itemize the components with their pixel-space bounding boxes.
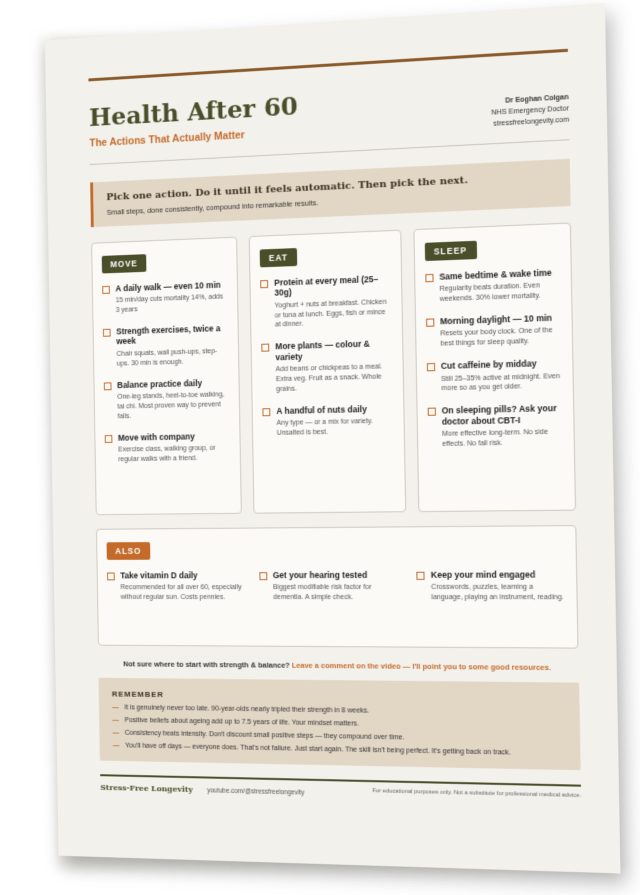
checklist-item bbox=[263, 403, 394, 439]
item-desc: Recommended for all over 60, especially without regular sun. Costs pennies. bbox=[120, 584, 242, 601]
checkbox-icon[interactable] bbox=[425, 273, 433, 281]
checkbox-icon[interactable] bbox=[259, 572, 267, 580]
remember-text: It is genuinely never too late. 90-year-olds nearly tripled their strength in 8 weeks. bbox=[124, 703, 370, 715]
item-title: Balance practice daily bbox=[117, 377, 203, 390]
item-desc: Biggest modifiable risk factor for dementia. A simple check. bbox=[272, 584, 372, 602]
author-role: NHS Emergency Doctor bbox=[491, 105, 569, 117]
sleep-card bbox=[413, 222, 576, 512]
checklist-item bbox=[259, 569, 403, 603]
item-desc: Chair squats, wall push-ups, step-ups. 30 min is enough. bbox=[116, 348, 218, 368]
remember-text: Consistency beats intensity. Don't discount small positive steps — they compound over time. bbox=[124, 729, 405, 741]
checklist-item bbox=[262, 338, 393, 395]
eat-card bbox=[249, 229, 406, 513]
remember-line bbox=[113, 742, 566, 757]
item-desc: Regularity beats duration. Even weekends. 30% lower mortality. bbox=[439, 282, 541, 304]
also-items bbox=[107, 558, 566, 603]
dash-icon: — bbox=[112, 729, 120, 737]
item-desc: Add beans or chickpeas to a meal. Extra veg. Fruit as a snack. Whole grains. bbox=[275, 363, 383, 394]
action-columns bbox=[91, 222, 576, 515]
cta-lead: Not sure where to start with strength & balance? bbox=[123, 658, 290, 670]
author-block bbox=[491, 93, 569, 131]
page-subtitle: The Actions That Actually Matter bbox=[89, 128, 245, 149]
checkbox-icon[interactable] bbox=[103, 328, 111, 336]
checkbox-icon[interactable] bbox=[102, 285, 110, 293]
checklist-item bbox=[105, 430, 231, 465]
top-rule bbox=[88, 49, 567, 82]
checklist-item bbox=[426, 312, 562, 350]
remember-text: Positive beliefs about ageing add up to 7.5 years of life. Your mindset matters. bbox=[124, 716, 360, 728]
callout-box bbox=[90, 158, 570, 226]
title-block bbox=[89, 92, 299, 151]
checklist-item bbox=[427, 403, 563, 450]
item-title: Protein at every meal (25–30g) bbox=[274, 273, 379, 298]
item-title: Strength exercises, twice a week bbox=[116, 323, 221, 347]
dash-icon: — bbox=[112, 741, 120, 749]
item-title: Keep your mind engaged bbox=[430, 568, 536, 580]
channel-link[interactable]: youtube.com/@stressfreelongevity bbox=[206, 786, 305, 797]
item-desc: More effective long-term. No side effects. No fall risk. bbox=[441, 429, 549, 449]
disclaimer: For educational purposes only. Not a substitute for professional medical advice. bbox=[372, 787, 582, 799]
callout-body: Small steps, done consistently, compound into remarkable results. bbox=[106, 197, 319, 217]
item-title: Move with company bbox=[117, 431, 195, 443]
checkbox-icon[interactable] bbox=[107, 572, 115, 580]
sleep-badge: SLEEP bbox=[424, 240, 476, 260]
remember-line bbox=[112, 716, 565, 730]
checkbox-icon[interactable] bbox=[105, 435, 113, 443]
item-title: Cut caffeine by midday bbox=[440, 358, 537, 371]
move-card bbox=[91, 236, 242, 515]
also-badge: ALSO bbox=[107, 542, 150, 560]
checklist-item bbox=[425, 267, 561, 306]
dash-icon: — bbox=[112, 703, 119, 711]
checklist-item bbox=[104, 377, 230, 422]
checkbox-icon[interactable] bbox=[417, 571, 425, 579]
brand-name: Stress-Free Longevity bbox=[100, 781, 193, 794]
item-desc: 15 min/day cuts mortality 14%, adds 3 years bbox=[115, 293, 224, 314]
checklist-item bbox=[260, 273, 391, 331]
handout-sheet bbox=[45, 3, 621, 873]
header bbox=[89, 77, 569, 152]
remember-box bbox=[98, 677, 580, 769]
checkbox-icon[interactable] bbox=[427, 408, 435, 416]
author-name: Dr Eoghan Colgan bbox=[505, 93, 569, 105]
checkbox-icon[interactable] bbox=[426, 318, 434, 326]
item-desc: One-leg stands, heel-to-toe walking, tai chi. Most proven way to prevent falls. bbox=[117, 391, 225, 421]
remember-text: You'll have off days — everyone does. That's not failure. Just start again. The skill isn't being perfect. It's getting back on track. bbox=[125, 742, 511, 757]
item-title: Same bedtime & wake time bbox=[439, 266, 552, 282]
item-title: Morning daylight — 10 min bbox=[439, 312, 553, 327]
author-site: stressfreelongevity.com bbox=[493, 116, 570, 128]
cta-link[interactable]: Leave a comment on the video — I'll point you to some good resources. bbox=[291, 660, 552, 672]
checklist-item bbox=[426, 358, 562, 395]
item-title: Take vitamin D daily bbox=[120, 569, 198, 580]
checkbox-icon[interactable] bbox=[261, 280, 269, 288]
checklist-item bbox=[417, 569, 567, 603]
footer bbox=[100, 782, 581, 803]
also-card bbox=[96, 525, 579, 649]
handout-content bbox=[88, 49, 581, 803]
checkbox-icon[interactable] bbox=[104, 382, 112, 390]
item-title: More plants — colour & variety bbox=[275, 338, 370, 363]
callout-headline: Pick one action. Do it until it feels automatic. Then pick the next. bbox=[106, 174, 469, 203]
item-title: Get your hearing tested bbox=[272, 569, 368, 580]
page-title: Health After 60 bbox=[88, 91, 299, 132]
item-desc: Exercise class, walking group, or regular walks with a friend. bbox=[118, 445, 216, 464]
checkbox-icon[interactable] bbox=[263, 408, 271, 416]
item-desc: Still 25–35% active at midnight. Even more so as you get older. bbox=[440, 372, 560, 393]
remember-line bbox=[112, 704, 565, 717]
item-desc: Any type — or a mix for variety. Unsalted is best. bbox=[276, 418, 373, 438]
footer-brand bbox=[100, 782, 304, 797]
remember-heading: REMEMBER bbox=[111, 689, 164, 699]
checklist-item bbox=[107, 570, 246, 603]
checkbox-icon[interactable] bbox=[427, 363, 435, 371]
dash-icon: — bbox=[112, 716, 120, 724]
item-desc: Crosswords, puzzles, learning a language, playing an instrument, reading. bbox=[431, 583, 564, 602]
cta-line bbox=[98, 659, 579, 672]
item-title: On sleeping pills? Ask your doctor about CBT-I bbox=[441, 403, 557, 427]
move-badge: MOVE bbox=[102, 254, 147, 273]
checklist-item bbox=[103, 323, 229, 370]
item-desc: Resets your body clock. One of the best things for sleep quality. bbox=[440, 327, 553, 348]
item-title: A daily walk — even 10 min bbox=[115, 279, 221, 293]
item-desc: Yoghurt + nuts at breakfast. Chicken or tuna at lunch. Eggs, fish or mince at dinner. bbox=[274, 298, 387, 329]
item-title: A handful of nuts daily bbox=[276, 403, 367, 416]
checkbox-icon[interactable] bbox=[262, 344, 270, 352]
checklist-item bbox=[102, 279, 228, 316]
remember-line bbox=[113, 729, 566, 744]
eat-badge: EAT bbox=[260, 248, 297, 267]
